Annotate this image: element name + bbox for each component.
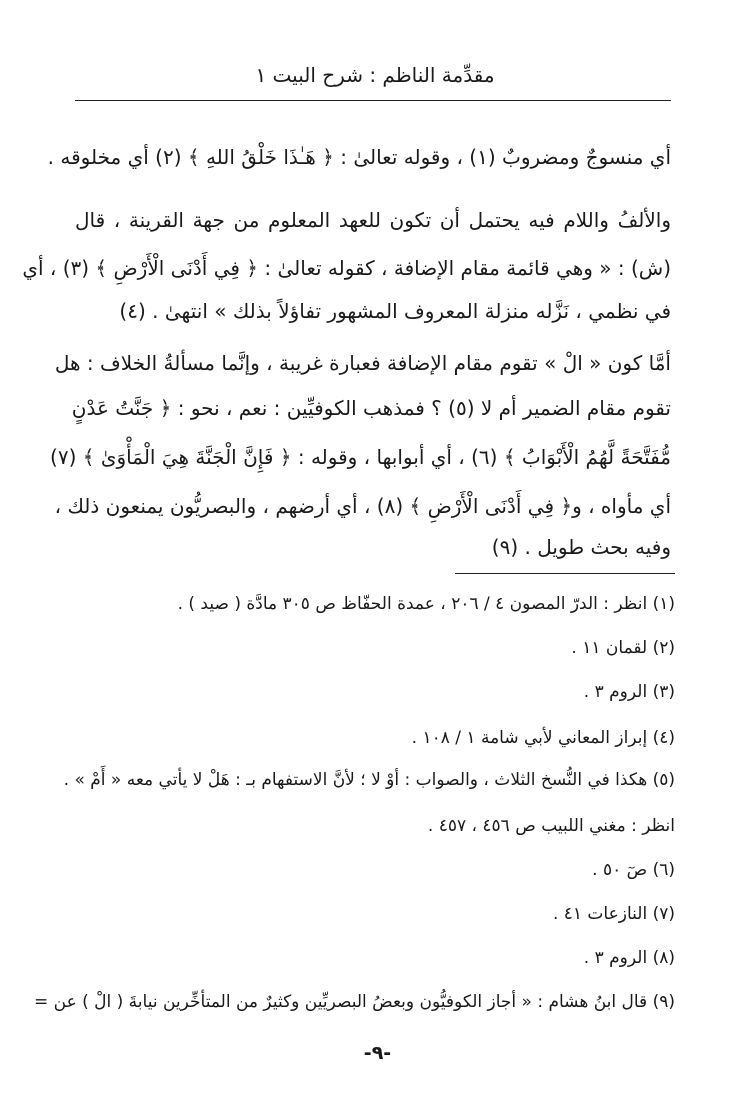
body-line-1: أي منسوجٌ ومضروبٌ (١) ، وقوله تعالىٰ : ﴿ هَـٰذَا خَلْقُ اللهِ ﴾ (٢) أي مخلوقه .: [47, 145, 671, 169]
footnote-3: (٣) الروم ٣ .: [583, 682, 675, 702]
footnote-8: (٨) الروم ٣ .: [583, 948, 675, 968]
footnote-9: (٩) قال ابنُ هشام : « أجاز الكوفيُّون وبعضُ البصريِّين وكثيرٌ من المتأخِّرين نيابةَ ( الْ ) عن =: [34, 992, 675, 1012]
footnote-7: (٧) النازعات ٤١ .: [552, 904, 675, 924]
page-number: -٩-: [363, 1042, 392, 1064]
body-line-3: (ش) : « وهي قائمة مقام الإضافة ، كقوله تعالىٰ : ﴿ فِي أَدْنَى الْأَرْضِ ﴾ (٣) ، أي: [22, 256, 671, 280]
body-line-8: أي مأواه ، و﴿ فِي أَدْنَى الْأَرْضِ ﴾ (٨) ، أي أرضهم ، والبصريُّون يمنعون ذلك ،: [54, 494, 671, 518]
body-line-7: مُّفَتَّحَةً لَّهُمُ الْأَبْوَابُ ﴾ (٦) ، أي أبوابها ، وقوله : ﴿ فَإِنَّ الْجَنَّةَ هِيَ الْمَأْوَىٰ ﴾ (٧): [50, 445, 671, 469]
body-line-9: وفيه بحث طويل . (٩): [491, 535, 671, 559]
footnote-rule: [455, 573, 675, 574]
footnote-1: (١) انظر : الدرّ المصون ٤ / ٢٠٦ ، عمدة الحفّاظ ص ٣٠٥ مادَّة ( صيد ) .: [177, 594, 675, 614]
body-line-2: والألفُ واللام فيه يحتمل أن تكون للعهد المعلوم من جهة القرينة ، قال: [75, 208, 671, 232]
footnote-2: (٢) لقمان ١١ .: [571, 638, 675, 658]
body-line-5: أمَّا كون « الْ » تقوم مقام الإضافة فعبارة غريبة ، وإنَّما مسألةُ الخلاف : هل: [54, 351, 671, 375]
footnote-4: (٤) إبراز المعاني لأبي شامة ١ / ١٠٨ .: [411, 728, 675, 748]
running-header: مقدِّمة الناظم : شرح البيت ١: [255, 63, 495, 87]
footnote-5: (٥) هكذا في النُّسخ الثلاث ، والصواب : أوْ لا ؛ لأنَّ الاستفهام بـ : هَلْ لا يأتي معه « أَمْ » .: [63, 770, 675, 790]
body-line-4: في نظمي ، نَزَّله منزلة المعروف المشهور تفاؤلاً بذلك » انتهىٰ . (٤): [119, 299, 671, 323]
body-line-6: تقوم مقام الضمير أم لا (٥) ؟ فمذهب الكوفيِّين : نعم ، نحو : ﴿ جَنَّتُ عَدْنٍ: [71, 396, 671, 420]
footnote-6: (٦) صٓ ٥٠ .: [592, 860, 675, 880]
footnote-5-continued: انظر : مغني اللبيب ص ٤٥٦ ، ٤٥٧ .: [427, 816, 675, 836]
header-rule: [75, 100, 671, 101]
